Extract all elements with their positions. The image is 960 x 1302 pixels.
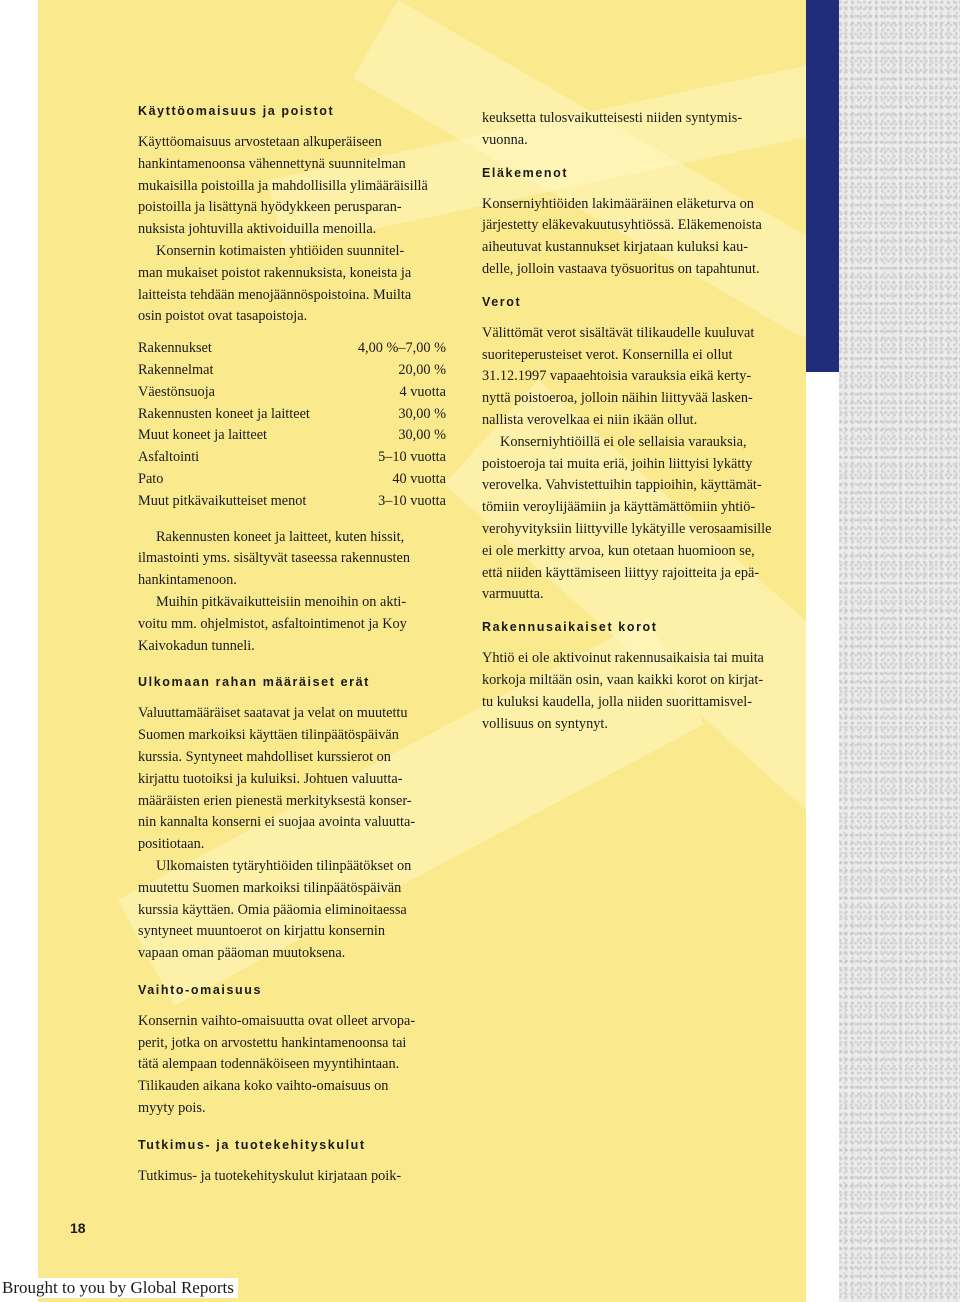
depreciation-table: [138, 338, 446, 512]
text-line: positiotaan.: [138, 836, 205, 853]
paragraph: [482, 648, 812, 735]
paragraph: [482, 432, 812, 606]
paragraph: [482, 194, 812, 281]
paragraph: [138, 856, 468, 965]
text-line: laitteista tehdään menojäännöspoistoina. Muilta: [138, 286, 412, 303]
text-line: poistoeroja tai muita eriä, joihin liittyisi lykätty: [482, 455, 753, 472]
left-column: [138, 100, 468, 1188]
paragraph: [482, 323, 812, 432]
text-line: ilmastointi yms. sisältyvät taseessa rakennusten: [138, 550, 410, 567]
asset-type-cell: Pato: [138, 470, 164, 487]
asset-type-cell: Muut pitkävaikutteiset menot: [138, 492, 307, 509]
text-line: Muihin pitkävaikutteisiin menoihin on akti-: [156, 593, 407, 610]
text-line: Konsernin kotimaisten yhtiöiden suunnitel-: [156, 242, 405, 259]
text-line: perit, jotka on arvostettu hankintamenoonsa tai: [138, 1034, 407, 1051]
section-heading-rakennusaikaiset-korot: Rakennusaikaiset korot: [482, 620, 658, 635]
table-row: [138, 447, 446, 469]
depreciation-rate-cell: 4 vuotta: [399, 383, 446, 400]
text-line: Välittömät verot sisältävät tilikaudelle kuuluvat: [482, 324, 755, 341]
section-heading-ulkomaan-rahan: Ulkomaan rahan määräiset erät: [138, 675, 370, 690]
text-line: suoriteperusteiset verot. Konsernilla ei ollut: [482, 346, 733, 363]
table-row: [138, 491, 446, 513]
text-line: Konsernin vaihto-omaisuutta ovat olleet arvopa-: [138, 1012, 416, 1029]
paragraph: [138, 703, 468, 856]
depreciation-rate-cell: 4,00 %–7,00 %: [357, 340, 446, 357]
text-line: järjestetty eläkevakuutusyhtiössä. Eläkemenoista: [482, 217, 762, 234]
text-line: että niiden käyttämiseen liittyy rajoitteita ja epä-: [482, 564, 760, 581]
depreciation-rate-cell: 3–10 vuotta: [378, 492, 446, 509]
text-line: Valuuttamääräiset saatavat ja velat on muutettu: [138, 705, 408, 722]
text-line: mukaisilla poistoilla ja mahdollisilla ylimääräisillä: [138, 177, 428, 194]
table-row: [138, 469, 446, 491]
text-line: nuksista johtuvilla aktivoiduilla menoilla.: [138, 221, 377, 238]
section-heading-verot: Verot: [482, 294, 522, 309]
text-line: määräisten erien pienestä merkityksestä konser-: [138, 792, 412, 809]
text-line: korkoja miltään osin, vaan kaikki korot on kirjat-: [482, 671, 764, 688]
text-line: Yhtiö ei ole aktivoinut rakennusaikaisia tai muita: [482, 650, 764, 667]
text-line: syntyneet muuntoerot on kirjattu konsernin: [138, 923, 385, 940]
text-line: tu kuluksi kaudella, jolla niiden suorittamisvel-: [482, 693, 753, 710]
paragraph: [138, 241, 468, 328]
section-heading-kayttoomaisuus: Käyttöomaisuus ja poistot: [138, 104, 335, 118]
text-line: myyty pois.: [138, 1100, 206, 1117]
asset-type-cell: Rakennukset: [138, 340, 212, 357]
asset-type-cell: Väestönsuoja: [138, 383, 216, 400]
text-line: nyttä poistoeroa, jolloin näihin liittyvää lasken-: [482, 390, 753, 407]
depreciation-rate-cell: 5–10 vuotta: [378, 449, 446, 466]
text-line: Suomen markoiksi käyttäen tilinpäätöspäivän: [138, 727, 399, 744]
text-line: Ulkomaisten tytäryhtiöiden tilinpäätökset on: [156, 857, 412, 874]
text-line: varmuutta.: [482, 586, 544, 603]
table-row: [138, 425, 446, 447]
text-line: man mukaiset poistot rakennuksista, koneista ja: [138, 264, 412, 281]
table-row: [138, 338, 446, 360]
text-line: nallista verovelkaa ei niin ikään ollut.: [482, 411, 698, 428]
text-line: kurssia. Syntyneet mahdolliset kurssierot on: [138, 748, 391, 765]
footer-credit: Brought to you by Global Reports: [2, 1278, 238, 1298]
text-line: vuonna.: [482, 131, 528, 148]
section-heading-vaihto-omaisuus: Vaihto-omaisuus: [138, 982, 263, 997]
text-line: keuksetta tulosvaikutteisesti niiden syntymis-: [482, 110, 743, 126]
text-line: poistoilla ja lisättynä hyödykkeen perusparan-: [138, 199, 402, 216]
text-line: muutettu Suomen markoiksi tilinpäätöspäivän: [138, 879, 402, 896]
right-column: [482, 108, 812, 735]
page-number: 18: [70, 1220, 86, 1236]
depreciation-rate-cell: 40 vuotta: [392, 470, 446, 487]
paragraph: [138, 1011, 468, 1120]
text-line: ei ole merkitty arvoa, kun otetaan huomioon se,: [482, 542, 755, 559]
asset-type-cell: Rakennelmat: [138, 361, 214, 378]
text-line: 31.12.1997 vapaaehtoisia varauksia eikä kerty-: [482, 368, 752, 385]
section-heading-elakemenot: Eläkemenot: [482, 165, 569, 180]
paragraph: [138, 132, 468, 241]
text-line: osin poistot ovat tasapoistoja.: [138, 308, 308, 325]
depreciation-rate-cell: 30,00 %: [398, 405, 446, 422]
text-line: Rakennusten koneet ja laitteet, kuten hissit,: [156, 528, 405, 545]
text-line: delle, jolloin vastaava työsuoritus on tapahtunut.: [482, 260, 760, 277]
text-line: Käyttöomaisuus arvostetaan alkuperäiseen: [138, 134, 382, 150]
asset-type-cell: Asfaltointi: [138, 449, 200, 466]
text-line: hankintamenoonsa vähennettynä suunnitelman: [138, 155, 406, 172]
paragraph: [138, 592, 468, 657]
text-line: vapaan oman pääoman muutoksena.: [138, 945, 346, 962]
text-line: Tilikauden aikana koko vaihto-omaisuus on: [138, 1078, 389, 1095]
text-line: Kaivokadun tunneli.: [138, 637, 255, 654]
section-heading-tutkimus: Tutkimus- ja tuotekehityskulut: [138, 1137, 366, 1152]
table-row: [138, 404, 446, 426]
depreciation-rate-cell: 30,00 %: [398, 427, 446, 444]
text-line: kirjattu tuotoiksi ja kuluiksi. Johtuen valuutta-: [138, 770, 403, 787]
paragraph: [482, 108, 812, 152]
text-line: verovelka. Vahvistettuihin tappioihin, käyttämät-: [482, 477, 762, 494]
depreciation-rate-cell: 20,00 %: [398, 361, 446, 378]
table-row: [138, 382, 446, 404]
text-line: tömiin veroylijäämiin ja käyttämättömiin yhtiö-: [482, 499, 756, 516]
text-line: kurssia käyttäen. Omia pääomia eliminoitaessa: [138, 901, 407, 918]
asset-type-cell: Muut koneet ja laitteet: [138, 427, 268, 444]
paragraph: [138, 527, 468, 592]
text-line: verohyvityksiin liittyville lykätyille verosaamisille: [482, 520, 772, 537]
scanned-margin-strip: [839, 0, 960, 1302]
text-line: aiheutuvat kustannukset kirjataan kuluksi kau-: [482, 239, 749, 256]
text-line: Konserniyhtiöiden lakimääräinen eläketurva on: [482, 195, 754, 212]
asset-type-cell: Rakennusten koneet ja laitteet: [138, 405, 310, 422]
paragraph: [138, 1166, 468, 1188]
table-row: [138, 360, 446, 382]
text-line: hankintamenoon.: [138, 572, 237, 589]
text-line: tätä alempaan todennäköiseen myyntihintaan.: [138, 1056, 400, 1073]
text-line: Konserniyhtiöillä ei ole sellaisia varauksia,: [500, 433, 747, 450]
text-line: voitu mm. ohjelmistot, asfaltointimenot ja Koy: [138, 615, 407, 632]
text-line: vollisuus on syntynyt.: [482, 715, 608, 732]
text-line: nin kannalta konserni ei suojaa avointa valuutta-: [138, 814, 416, 831]
text-line: Tutkimus- ja tuotekehityskulut kirjataan poik-: [138, 1167, 402, 1184]
